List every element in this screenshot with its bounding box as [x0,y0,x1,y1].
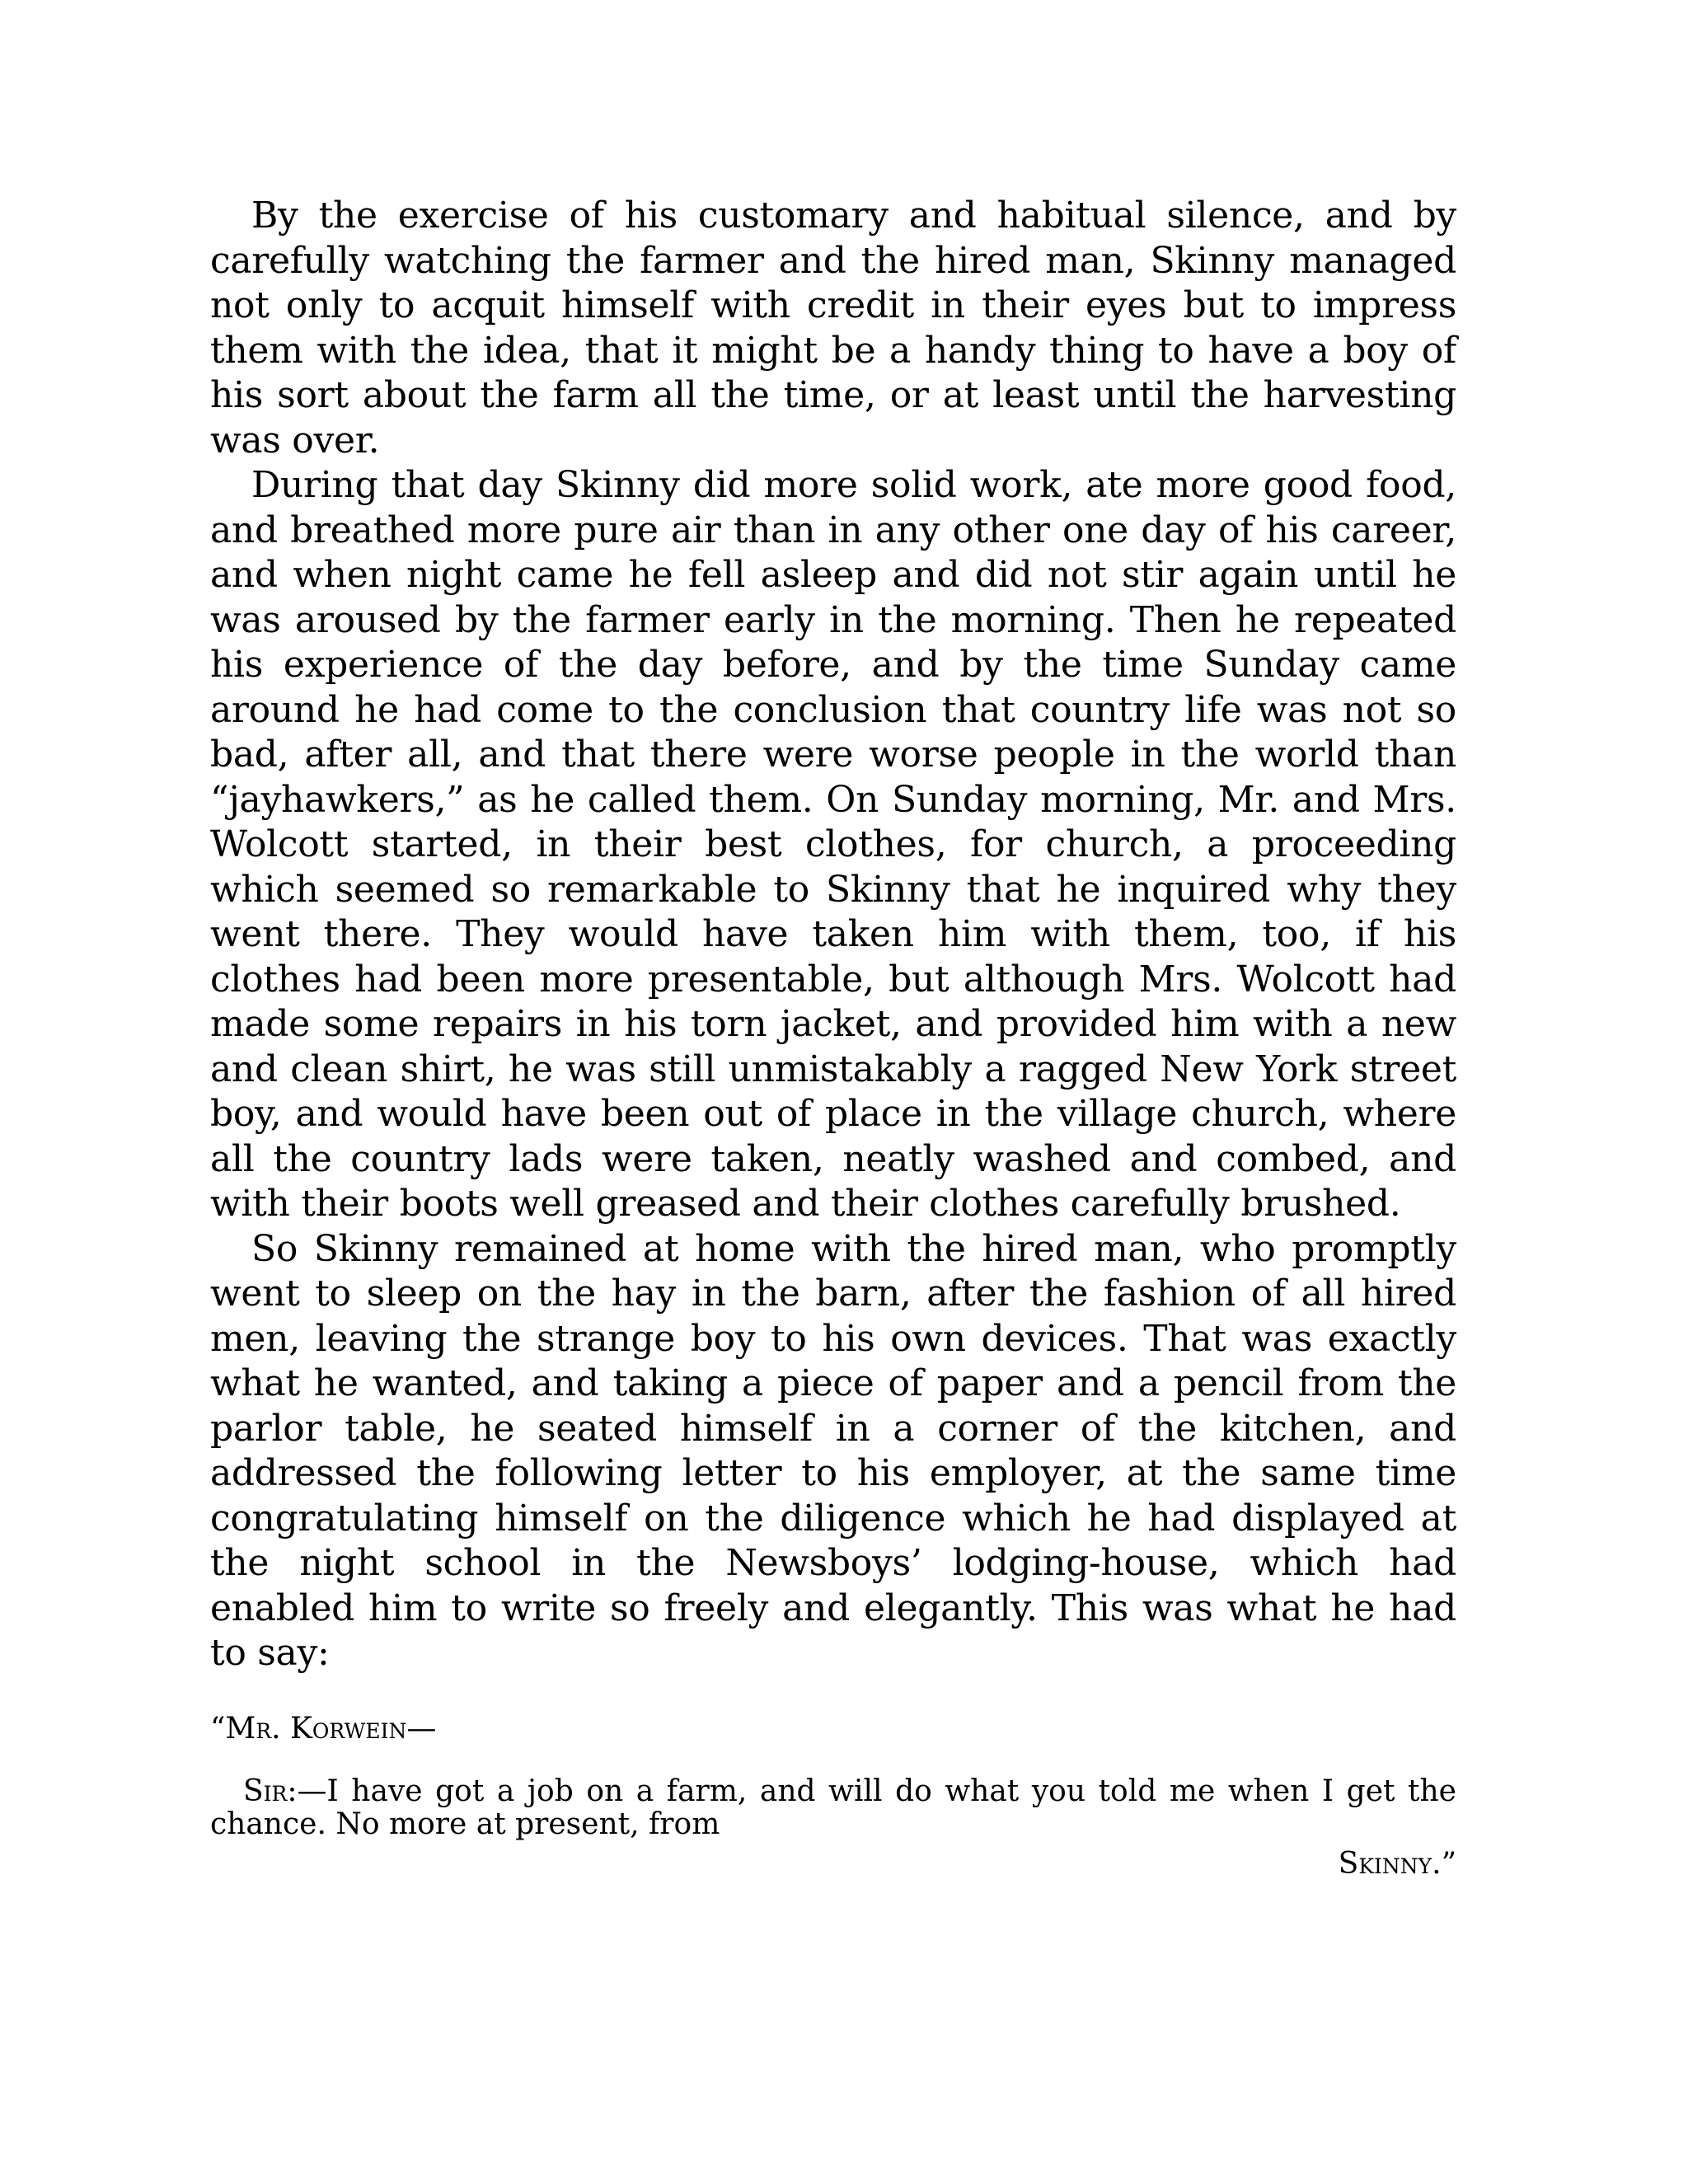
letter-signature [210,1848,1456,1881]
paragraph: During that day Skinny did more solid work, ate more good food, and breathed more pure air than in any other one day of his career, and when night came he fell asleep and did not stir again until he was aroused by the farmer early in the morning. Then he repeated his experience of the day before, and by the time Sunday came around he had come to the conclusion that country life was not so bad, after all, and that there were worse people in the world than “jayhawkers,” as he called them. On Sunday morning, Mr. and Mrs. Wolcott started, in their best clothes, for church, a proceeding which seemed so remarkable to Skinny that he inquired why they went there. They would have taken him with them, too, if his clothes had been more presentable, but although Mrs. Wolcott had made some repairs in his torn jacket, and provided him with a new and clean shirt, he was still unmistakably a ragged New York street boy, and would have been out of place in the village church, where all the country lads were taken, neatly washed and combed, and with their boots well greased and their clothes carefully brushed. [210,464,1456,1225]
paragraph: So Skinny remained at home with the hired man, who promptly went to sleep on the hay in the barn, after the fashion of all hired men, leaving the strange boy to his own devices. That was exactly what he wanted, and taking a piece of paper and a pencil from the parlor table, he seated himself in a corner of the kitchen, and addressed the following letter to his employer, at the same time congratulating himself on the diligence which he had displayed at the night school in the Newsboys’ lodging-house, which had enabled him to write so freely and elegantly. This was what he had to say: [210,1227,1456,1674]
signature-close-quote: .” [1432,1846,1456,1881]
letter-body [210,1775,1456,1841]
page-content [210,194,1456,1881]
letter-body-text: :—I have got a job on a farm, and will do what you told me when I get the chance. No more at present, from [210,1774,1456,1841]
salutation-open-quote: “ [210,1711,226,1746]
salutation-dash: — [406,1711,437,1746]
salutation-name: Mr. Korwein [225,1711,407,1746]
letter [210,1713,1456,1881]
letter-salutation [210,1713,1456,1746]
letter-sir-label: Sir [243,1774,288,1808]
paragraph: By the exercise of his customary and habitual silence, and by carefully watching the farmer and the hired man, Skinny managed not only to acquit himself with credit in their eyes but to impress them with the idea, that it might be a handy thing to have a boy of his sort about the farm all the time, or at least until the harvesting was over. [210,194,1456,462]
body-text [210,194,1456,1676]
signature-name: Skinny [1338,1846,1432,1881]
